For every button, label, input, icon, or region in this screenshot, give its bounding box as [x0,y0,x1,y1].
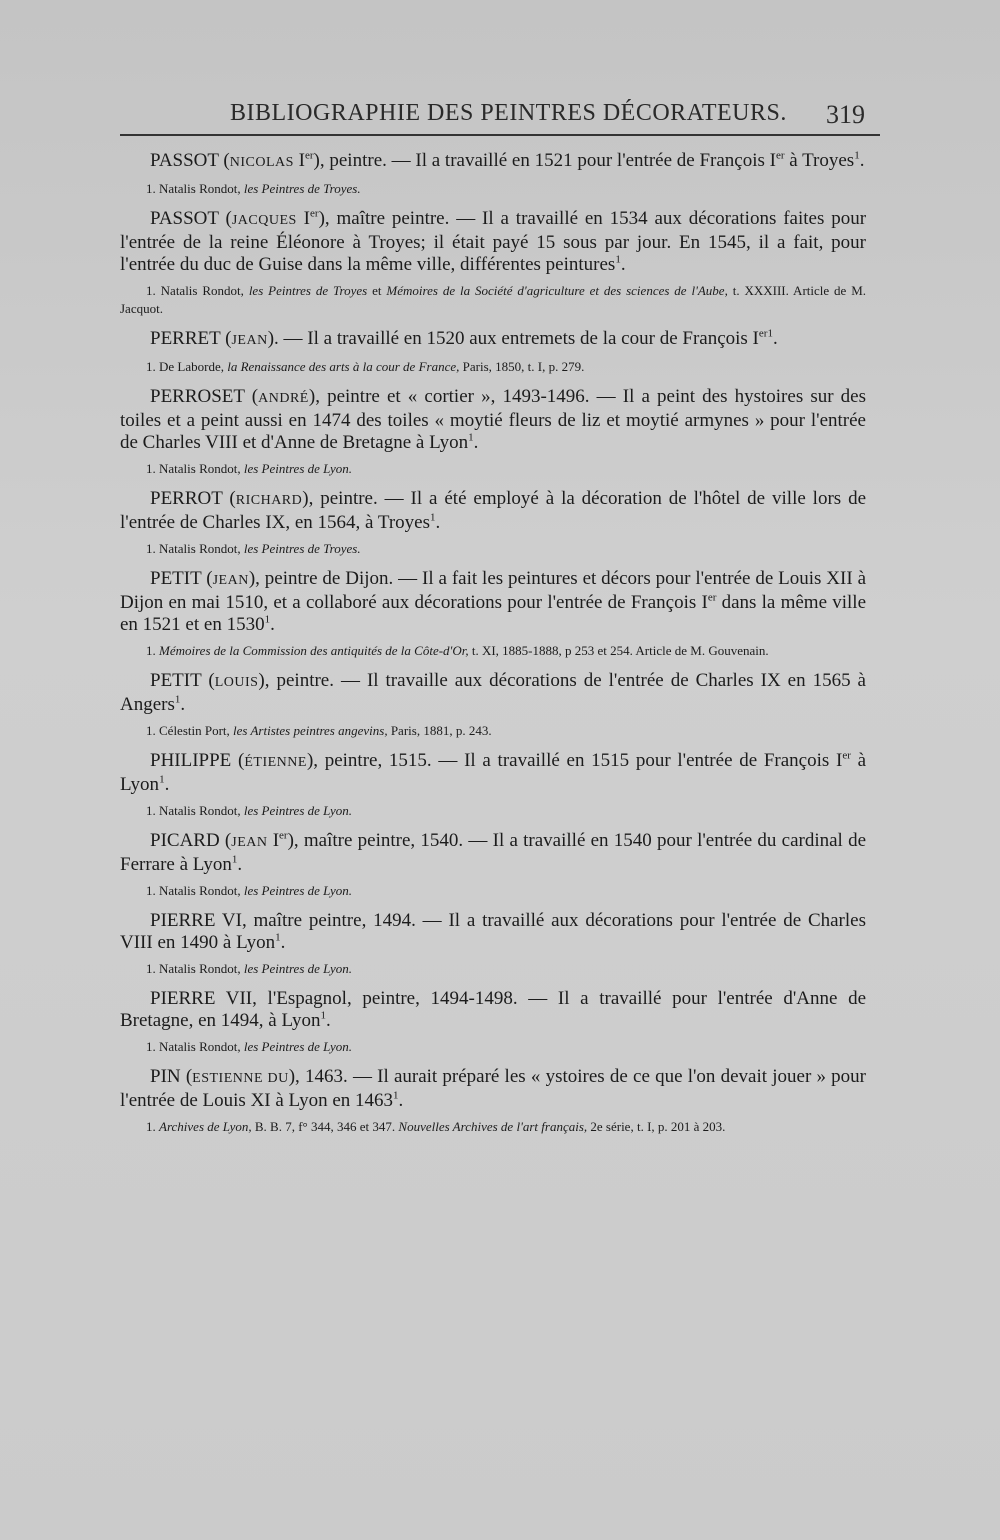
footnote [120,180,866,198]
footnote-title: les Peintres de Lyon. [243,1039,353,1054]
entry-body: , peintre de Dijon. — Il a fait les peintures et décors pour l'entrée de Louis XII à Dijon en mai 1510, et a collaboré aux décorations pour l'entrée de François I [120,568,867,613]
entry [120,150,866,198]
entry-body: , maître peintre. — Il a travaillé en 1534 aux décorations faites pour l'entrée de la reine Éléonore à Troyes; il était payé 15 sous par jour. En 1545, il a fait, pour l'entrée du duc de Guise dans la même ville, différentes peintures [120,208,867,275]
entry-gap [120,376,866,386]
footnote [120,1118,866,1136]
entry [120,988,866,1056]
entry-name: PIN [150,1066,181,1087]
footnote-rest: Paris, 1881, p. 243. [387,723,492,738]
footnote-rest: B. B. 7, f° 344, 346 et 347. [251,1119,396,1134]
entry-name: PERROSET [150,386,245,407]
entry-text: PERROT (RICHARD), peintre. — Il a été employé à la décoration de l'hôtel de ville lors de l'entrée de Charles IX, en 1564, à Troyes$^1$. [120,488,867,533]
entry-sup: er [775,149,785,162]
entry-body: , peintre. — Il a été employé à la décoration de l'hôtel de ville lors de l'entrée de Charles IX, en 1564, à Troyes [120,488,867,533]
page-number: 319 [826,100,865,129]
entry-text: PASSOT (NICOLAS Ier), peintre. — Il a travaillé en 1521 pour l'entrée de François Ier à Troyes$^1$. [150,149,865,171]
footnote-author: De Laborde, [159,359,228,374]
footnote-author: Célestin Port, [159,723,234,738]
footnote-rest: Paris, 1850, t. I, p. 279. [459,359,585,374]
entry-body: , l'Espagnol, peintre, 1494-1498. — Il a travaillé pour l'entrée d'Anne de Bretagne, en 1494, à Lyon [120,988,867,1031]
entry-body: , maître peintre, 1494. — Il a travaillé aux décorations pour l'entrée de Charles VIII en 1490 à Lyon [120,910,866,953]
entry [120,488,866,558]
entry-end: . [772,328,778,349]
footnote-mark: 1 [393,1089,399,1102]
entry-name: PERROT [150,488,223,509]
footnote-author: Natalis Rondot, [159,181,244,196]
footnote [120,282,866,318]
entry-name: PETIT [150,568,202,589]
footnote-title: les Peintres de Lyon. [243,883,353,898]
footnote [120,722,866,740]
footnote-number: 1. [146,461,159,476]
entry-given-name: RICHARD [235,493,303,508]
footnote [120,358,866,376]
entry-body: , maître peintre, 1540. — Il a travaillé en 1540 pour l'entrée du cardinal de Ferrare à Lyon [120,830,866,875]
entry-gap [120,740,866,750]
entry-gap [120,1056,866,1066]
entry-gap [120,820,866,830]
entry [120,328,866,376]
entry-end: . [473,432,479,453]
footnote-mark: 1 [264,613,271,626]
entry-given-name: NICOLAS [229,155,294,170]
entry-gap [120,558,866,568]
entry-regnal-sup: er [279,829,288,842]
footnote-number: 1. [146,181,159,196]
entry-given-name: LOUIS [214,675,259,690]
entry-end: . [280,932,286,953]
entry-regnal: I [293,150,305,171]
footnote-number: 1. [146,359,159,374]
footnote-rest: t. XXXIII. Article de M. Jacquot. [120,283,867,316]
entry-gap [120,660,866,670]
entry-gap [120,978,866,988]
footnote-number: 1. [146,961,159,976]
entries-list [120,150,866,1136]
running-title: BIBLIOGRAPHIE DES PEINTRES DÉCORATEURS. [230,100,787,126]
entry [120,208,866,318]
footnote-title: Archives de Lyon, [159,1119,252,1134]
footnote-mid: et [367,283,387,298]
footnote-title: les Peintres de Troyes. [243,541,361,556]
entry-end: . [180,694,186,715]
entry-body: , peintre. — Il a travaillé en 1521 pour l'entrée de François I [319,150,776,171]
entry-gap [120,900,866,910]
footnote-rest: t. XI, 1885-1888, p 253 et 254. Article de M. Gouvenain. [468,643,769,658]
entry-regnal: I [296,208,311,229]
entry-body-cont: à Troyes [784,150,855,171]
entry-body-cont: à Lyon [120,750,867,795]
entry-name: PICARD [150,830,220,851]
running-header [120,96,880,136]
entry-end: . [435,512,441,533]
entry-text: PIN (ESTIENNE DU), 1463. — Il aurait préparé les « ystoires de ce que l'on devait jouer » pour l'entrée de Louis XI à Lyon en 1463$^1$. [120,1066,867,1111]
footnote [120,460,866,478]
entry-body: , peintre, 1515. — Il a travaillé en 1515 pour l'entrée de François I [313,750,843,771]
footnote-mark: 1 [320,1009,327,1022]
entry-body-cont: dans la même ville en 1521 et en 1530 [120,592,867,635]
header-rule [120,134,880,136]
entry-end: . [270,614,275,635]
entry [120,568,866,660]
footnote-number: 1. [146,1119,159,1134]
entry-sup: er [842,749,851,762]
entry-gap [120,198,866,208]
footnote-title: les Peintres de Lyon. [243,961,353,976]
entry [120,910,866,978]
footnote [120,960,866,978]
entry-end: . [164,774,170,795]
entry-given-name: JEAN [212,573,249,588]
entry [120,830,866,900]
footnote-number: 1. [146,283,161,298]
footnote-mark: 1 [275,931,281,944]
entry-end: . [326,1010,331,1031]
footnote-author: Natalis Rondot, [159,883,244,898]
entry-given-name: JEAN [231,835,268,850]
entry-body: , 1463. — Il aurait préparé les « ystoires de ce que l'on devait jouer » pour l'entrée de Louis XI à Lyon en 1463 [120,1066,867,1111]
footnote [120,540,866,558]
entry-name: PASSOT [150,208,219,229]
entry-end: . [620,254,626,275]
footnote-number: 1. [146,803,159,818]
entry-regnal-sup: er [305,149,314,162]
footnote [120,802,866,820]
footnote-title: les Peintres de Troyes. [243,181,361,196]
entry-body: , peintre et « cortier », 1493-1496. — Il a peint des hystoires sur des toiles et a peint aussi en 1474 des toiles « moytié fleurs de liz et moytié armynes » pour l'entrée de Charles VIII et d'Anne de Bretagne à Lyon [120,386,866,453]
entry-regnal-sup: er [310,207,319,220]
entry-text: PETIT (LOUIS), peintre. — Il travaille aux décorations de l'entrée de Charles IX en 1565 à Angers$^1$. [120,670,866,715]
footnote-author: Natalis Rondot, [159,1039,244,1054]
entry-end: . [398,1090,404,1111]
entry [120,386,866,478]
entry-given-name: ÉTIENNE [244,755,307,770]
entry-given-name: ESTIENNE DU [192,1071,289,1086]
footnote-title: les Peintres de Lyon. [243,461,353,476]
entry-name: PIERRE VI [150,910,242,931]
footnote [120,1038,866,1056]
footnote-mark: 1 [615,253,621,266]
footnote-title: les Peintres de Troyes [248,283,368,298]
footnote-number: 1. [146,643,159,658]
entry-name: PASSOT [150,150,219,171]
entry-gap [120,318,866,328]
footnote-author: Natalis Rondot, [160,283,249,298]
entry [120,670,866,740]
footnote-mark: 1 [159,773,165,786]
footnote-mark: 1 [468,431,474,444]
entry-given-name: JEAN [231,333,268,348]
footnote-rest-2: 2e série, t. I, p. 201 à 203. [587,1119,726,1134]
footnote-title: Mémoires de la Commission des antiquités de la Côte-d'Or, [159,643,469,658]
entry-name: PETIT [150,670,202,691]
footnote-number: 1. [146,883,159,898]
footnote-mark: 1 [854,149,860,162]
footnote-number: 1. [146,723,159,738]
entry-body: . — Il a travaillé en 1520 aux entremets de la cour de François I [274,328,759,349]
entry-name: PERRET [150,328,221,349]
entry-sup: er [707,591,717,604]
entry-text [120,910,866,954]
footnote-title: les Artistes peintres angevins, [233,723,388,738]
entry-body: , peintre. — Il travaille aux décorations de l'entrée de Charles IX en 1565 à Angers [120,670,866,715]
entry-gap [120,478,866,488]
entry-text: PERRET (JEAN). — Il a travaillé en 1520 aux entremets de la cour de François $I^{er1}$. [150,327,778,349]
footnote-title-2: Mémoires de la Société d'agriculture et des sciences de l'Aube, [386,283,728,298]
entry-end: . [237,854,243,875]
entry-given-name: ANDRÉ [258,391,309,406]
footnote [120,882,866,900]
entry [120,1066,866,1136]
footnote-number: 1. [146,541,159,556]
footnote-mark: 1 [430,511,436,524]
footnote [120,642,866,660]
entry-text [120,988,866,1032]
footnote-author: Natalis Rondot, [159,961,244,976]
entry-text: PHILIPPE (ÉTIENNE), peintre, 1515. — Il a travaillé en 1515 pour l'entrée de François Ier à Lyon$^1$. [120,749,867,795]
footnote-title: la Renaissance des arts à la cour de France, [227,359,460,374]
entry-regnal: I [267,830,280,851]
footnote-mark: 1 [767,327,773,340]
footnote-author: Natalis Rondot, [159,461,244,476]
entry-text: PERROSET (ANDRÉ), peintre et « cortier », 1493-1496. — Il a peint des hystoires sur des toiles et a peint aussi en 1474 des toiles « moytié fleurs de liz et moytié armynes » pour l'entrée de Charles VIII et d'Anne de Bretagne à Lyon$^1$. [120,386,866,453]
entry [120,750,866,820]
footnote-mark: 1 [174,693,181,706]
entry-name: PHILIPPE [150,750,232,771]
entry-text: PICARD (JEAN Ier), maître peintre, 1540. — Il a travaillé en 1540 pour l'entrée du cardinal de Ferrare à Lyon$^1$. [120,829,866,875]
footnote-author: Natalis Rondot, [159,803,244,818]
entry-given-name: JACQUES [231,213,297,228]
footnote-mark: 1 [231,853,238,866]
entry-text: PETIT (JEAN), peintre de Dijon. — Il a fait les peintures et décors pour l'entrée de Louis XII à Dijon en mai 1510, et a collaboré aux décorations pour l'entrée de François Ier dans la même ville en 1521 et en 1530$^1$. [120,568,867,635]
footnote-number: 1. [146,1039,159,1054]
entry-sup: er [758,327,768,340]
footnote-author: Natalis Rondot, [159,541,244,556]
entry-end: . [859,150,865,171]
footnote-title-2: Nouvelles Archives de l'art français, [395,1119,588,1134]
footnote-title: les Peintres de Lyon. [243,803,353,818]
entry-text: PASSOT (JACQUES Ier), maître peintre. — Il a travaillé en 1534 aux décorations faites pour l'entrée de la reine Éléonore à Troyes; il était payé 15 sous par jour. En 1545, il a fait, pour l'entrée du duc de Guise dans la même ville, différentes peintures$^1$. [120,207,867,275]
entry-name: PIERRE VII [150,988,253,1009]
